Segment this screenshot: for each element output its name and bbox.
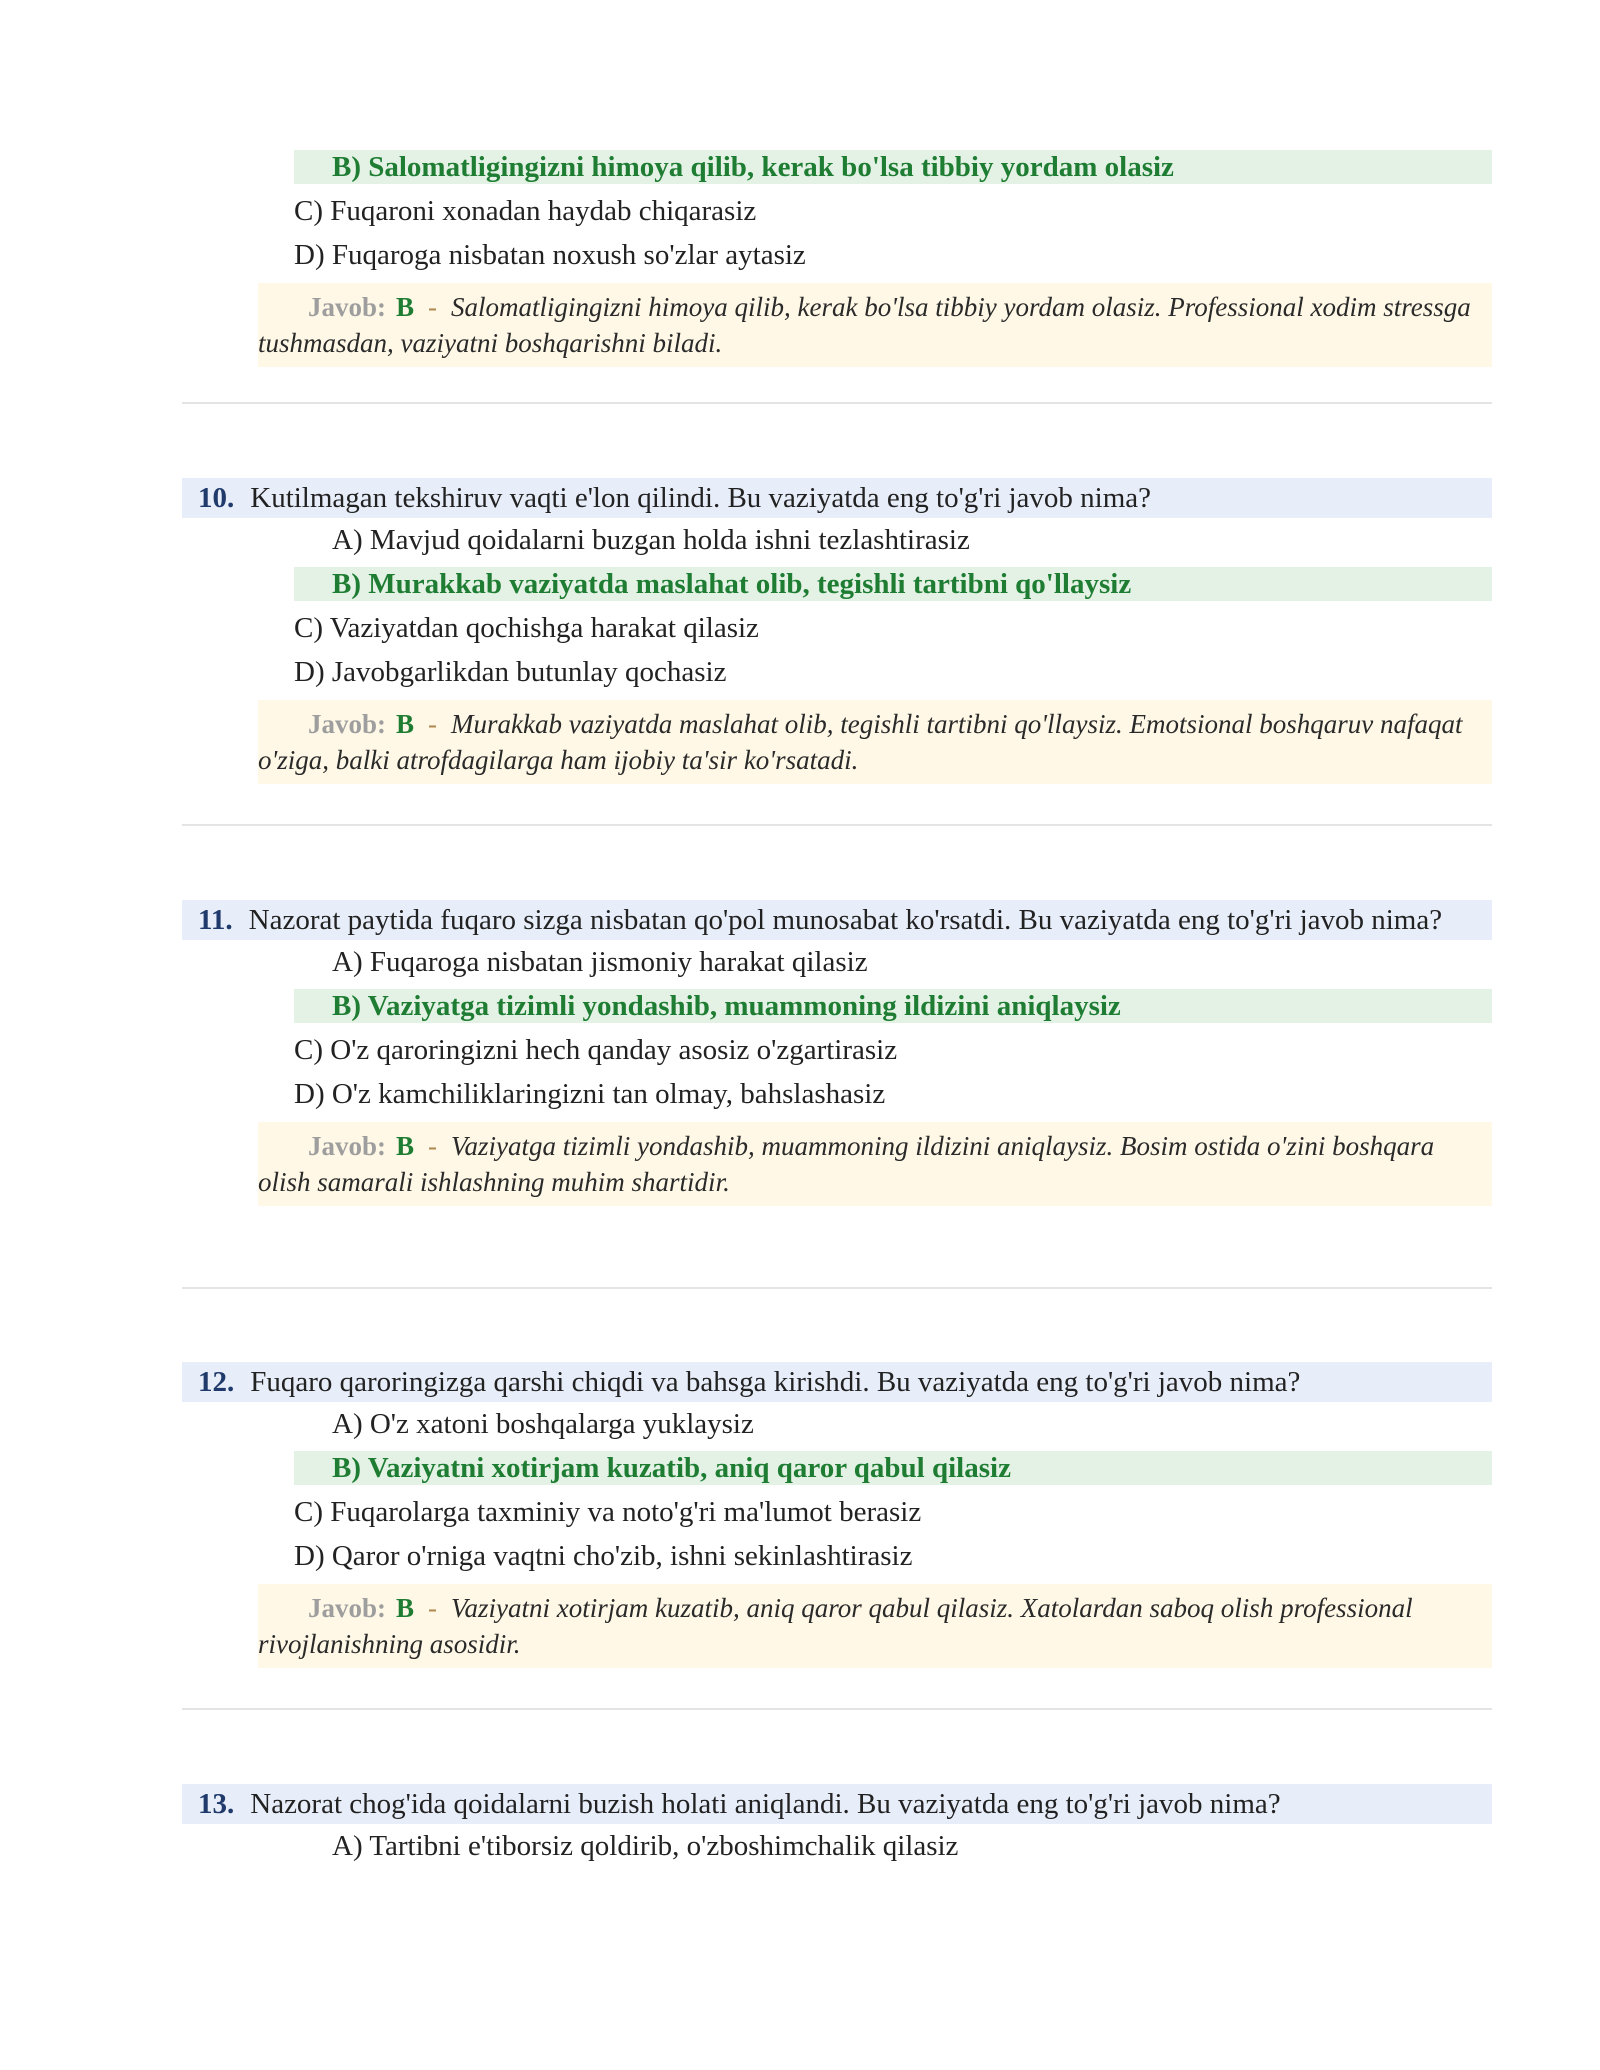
option-a: A) Mavjud qoidalarni buzgan holda ishni tezlashtirasiz	[332, 524, 970, 556]
question-text	[182, 478, 1492, 518]
option-d: D) O'z kamchiliklaringizni tan olmay, bahslashasiz	[294, 1078, 886, 1110]
question-number: 13.	[198, 1788, 235, 1820]
question-12-block	[182, 1362, 1492, 1668]
option-b-correct: B) Murakkab vaziyatda maslahat olib, tegishli tartibni qo'llaysiz	[294, 567, 1492, 601]
answer-box	[258, 700, 1492, 784]
question-body: Nazorat paytida fuqaro sizga nisbatan qo'pol munosabat ko'rsatdi. Bu vaziyatda eng to'g'ri javob nima?	[248, 904, 1443, 936]
answer-dash: -	[428, 709, 438, 739]
answer-dash: -	[428, 1593, 438, 1623]
answer-letter: B	[396, 1131, 415, 1161]
answer-explanation: Vaziyatni xotirjam kuzatib, aniq qaror qabul qilasiz. Xatolardan saboq olish professional rivojlanishning asosidir.	[258, 1593, 1413, 1659]
answer-label: Javob:	[308, 292, 387, 322]
question-text	[182, 1784, 1492, 1824]
answer-dash: -	[428, 292, 438, 322]
option-d: D) Qaror o'rniga vaqtni cho'zib, ishni sekinlashtirasiz	[294, 1540, 913, 1572]
option-b-correct: B) Vaziyatni xotirjam kuzatib, aniq qaror qabul qilasiz	[294, 1451, 1492, 1485]
answer-dash: -	[428, 1131, 438, 1161]
question-9-block	[182, 145, 1492, 367]
question-number: 10.	[198, 482, 235, 514]
answer-explanation: Vaziyatga tizimli yondashib, muammoning ildizini aniqlaysiz. Bosim ostida o'zini boshqara olish samarali ishlashning muhim shartidir.	[258, 1131, 1435, 1197]
answer-box	[258, 1584, 1492, 1668]
question-10-block	[182, 478, 1492, 784]
question-body: Kutilmagan tekshiruv vaqti e'lon qilindi. Bu vaziyatda eng to'g'ri javob nima?	[250, 482, 1152, 514]
option-d: D) Javobgarlikdan butunlay qochasiz	[294, 656, 727, 688]
answer-label: Javob:	[308, 1593, 387, 1623]
answer-label: Javob:	[308, 1131, 387, 1161]
divider	[182, 824, 1492, 826]
divider	[182, 1287, 1492, 1289]
answer-letter: B	[396, 292, 415, 322]
question-number: 12.	[198, 1366, 235, 1398]
answer-box	[258, 1122, 1492, 1206]
answer-box	[258, 283, 1492, 367]
option-c: C) O'z qaroringizni hech qanday asosiz o'zgartirasiz	[294, 1034, 898, 1066]
answer-explanation: Salomatligingizni himoya qilib, kerak bo'lsa tibbiy yordam olasiz. Professional xodim stressga tushmasdan, vaziyatni boshqarishni biladi.	[258, 292, 1471, 358]
divider	[182, 1708, 1492, 1710]
question-body: Nazorat chog'ida qoidalarni buzish holati aniqlandi. Bu vaziyatda eng to'g'ri javob nima?	[250, 1788, 1281, 1820]
question-number: 11.	[198, 904, 233, 936]
question-text	[182, 1362, 1492, 1402]
answer-letter: B	[396, 709, 415, 739]
divider	[182, 402, 1492, 404]
option-a: A) O'z xatoni boshqalarga yuklaysiz	[332, 1408, 754, 1440]
option-c: C) Fuqaroni xonadan haydab chiqarasiz	[294, 195, 757, 227]
question-body: Fuqaro qaroringizga qarshi chiqdi va bahsga kirishdi. Bu vaziyatda eng to'g'ri javob nima?	[250, 1366, 1301, 1398]
answer-label: Javob:	[308, 709, 387, 739]
option-c: C) Vaziyatdan qochishga harakat qilasiz	[294, 612, 759, 644]
option-b-correct: B) Salomatligingizni himoya qilib, kerak bo'lsa tibbiy yordam olasiz	[294, 150, 1492, 184]
option-a: A) Tartibni e'tiborsiz qoldirib, o'zboshimchalik qilasiz	[332, 1830, 959, 1862]
question-text	[182, 900, 1492, 940]
question-11-block	[182, 900, 1492, 1206]
option-a: A) Fuqaroga nisbatan jismoniy harakat qilasiz	[332, 946, 868, 978]
question-13-block	[182, 1784, 1492, 1868]
option-b-correct: B) Vaziyatga tizimli yondashib, muammoning ildizini aniqlaysiz	[294, 989, 1492, 1023]
answer-explanation: Murakkab vaziyatda maslahat olib, tegishli tartibni qo'llaysiz. Emotsional boshqaruv nafaqat o'ziga, balki atrofdagilarga ham ijobiy ta'sir ko'rsatadi.	[258, 709, 1463, 775]
option-d: D) Fuqaroga nisbatan noxush so'zlar aytasiz	[294, 239, 806, 271]
answer-letter: B	[396, 1593, 415, 1623]
option-c: C) Fuqarolarga taxminiy va noto'g'ri ma'lumot berasiz	[294, 1496, 922, 1528]
